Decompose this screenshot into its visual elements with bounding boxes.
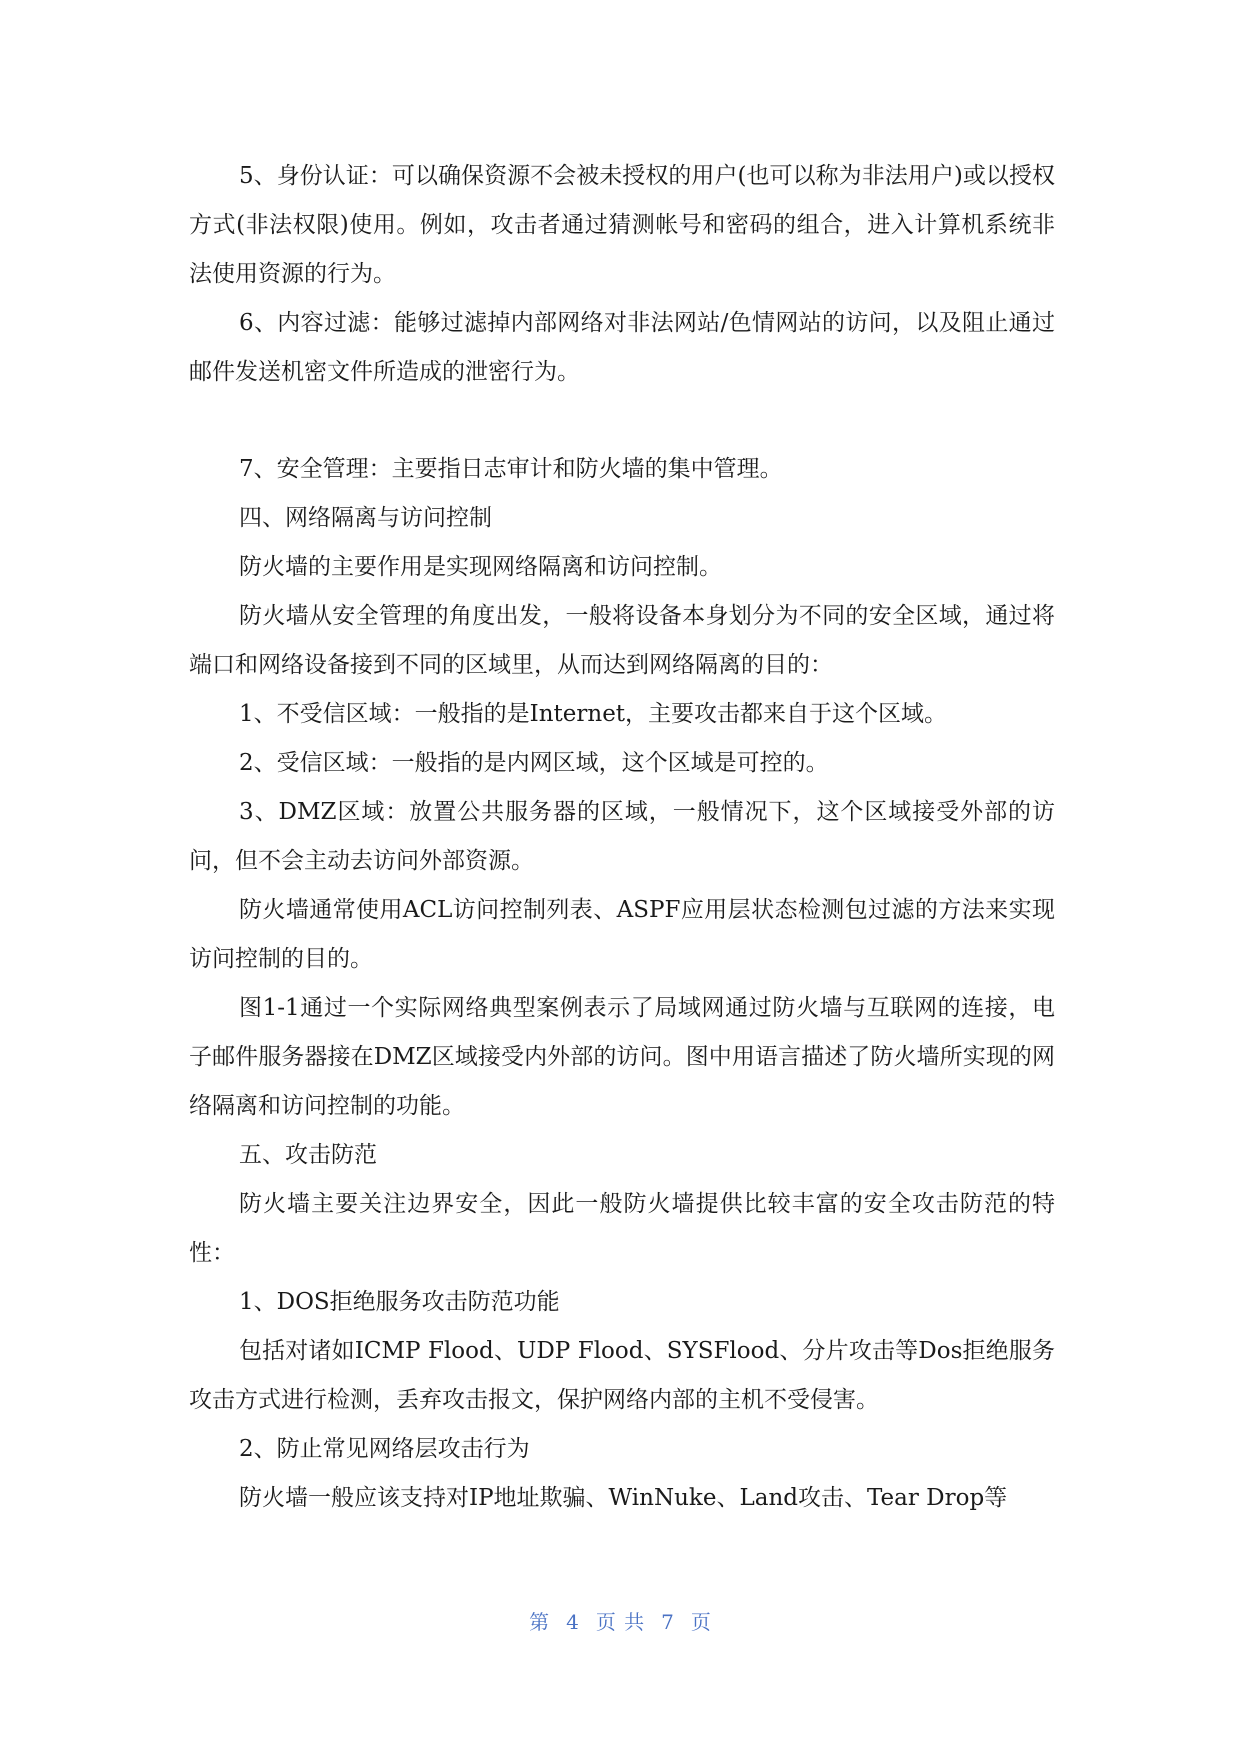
section-heading-attack-defense: 五、攻击防范 (239, 1142, 377, 1168)
page-footer (0, 1606, 1241, 1635)
paragraph-dos-defense: 1、DOS拒绝服务攻击防范功能 (239, 1289, 560, 1315)
footer-current-page: 4 (566, 1610, 580, 1634)
paragraph-ip-spoofing: 防火墙一般应该支持对IP地址欺骗、WinNuke、Land攻击、Tear Drop等 (239, 1485, 1008, 1511)
footer-middle: 页 共 (595, 1610, 646, 1634)
paragraph-firewall-role: 防火墙的主要作用是实现网络隔离和访问控制。 (239, 554, 722, 580)
paragraph-network-layer-attacks: 2、防止常见网络层攻击行为 (239, 1436, 530, 1462)
paragraph-untrusted-zone: 1、不受信区域：一般指的是Internet，主要攻击都来自于这个区域。 (239, 701, 948, 727)
paragraph-trusted-zone: 2、受信区域：一般指的是内网区域，这个区域是可控的。 (239, 750, 829, 776)
paragraph-boundary-security: 防火墙主要关注边界安全，因此一般防火墙提供比较丰富的安全攻击防范的特性： (189, 1191, 1055, 1266)
paragraph-figure-reference: 图1-1通过一个实际网络典型案例表示了局域网通过防火墙与互联网的连接，电子邮件服务器接在DMZ区域接受内外部的访问。图中用语言描述了防火墙所实现的网络隔离和访问控制的功能。 (189, 995, 1055, 1119)
section-heading-isolation: 四、网络隔离与访问控制 (239, 505, 492, 531)
page-content (189, 152, 1055, 1523)
footer-suffix: 页 (690, 1610, 712, 1634)
paragraph-gap (189, 397, 1055, 445)
footer-total-pages: 7 (661, 1610, 675, 1634)
paragraph-dmz-zone: 3、DMZ区域：放置公共服务器的区域，一般情况下，这个区域接受外部的访问，但不会主动去访问外部资源。 (189, 799, 1055, 874)
paragraph-identity-auth: 5、身份认证：可以确保资源不会被未授权的用户(也可以称为非法用户)或以授权方式(非法权限)使用。例如，攻击者通过猜测帐号和密码的组合，进入计算机系统非法使用资源的行为。 (189, 163, 1055, 287)
paragraph-dos-details: 包括对诸如ICMP Flood、UDP Flood、SYSFlood、分片攻击等Dos拒绝服务攻击方式进行检测，丢弃攻击报文，保护网络内部的主机不受侵害。 (189, 1338, 1055, 1413)
paragraph-acl-aspf: 防火墙通常使用ACL访问控制列表、ASPF应用层状态检测包过滤的方法来实现访问控制的目的。 (189, 897, 1055, 972)
paragraph-security-zones: 防火墙从安全管理的角度出发，一般将设备本身划分为不同的安全区域，通过将端口和网络设备接到不同的区域里，从而达到网络隔离的目的： (189, 603, 1055, 678)
paragraph-security-management: 7、安全管理：主要指日志审计和防火墙的集中管理。 (239, 456, 783, 482)
footer-prefix: 第 (529, 1610, 551, 1634)
paragraph-content-filter: 6、内容过滤：能够过滤掉内部网络对非法网站/色情网站的访问，以及阻止通过邮件发送机密文件所造成的泄密行为。 (189, 310, 1055, 385)
